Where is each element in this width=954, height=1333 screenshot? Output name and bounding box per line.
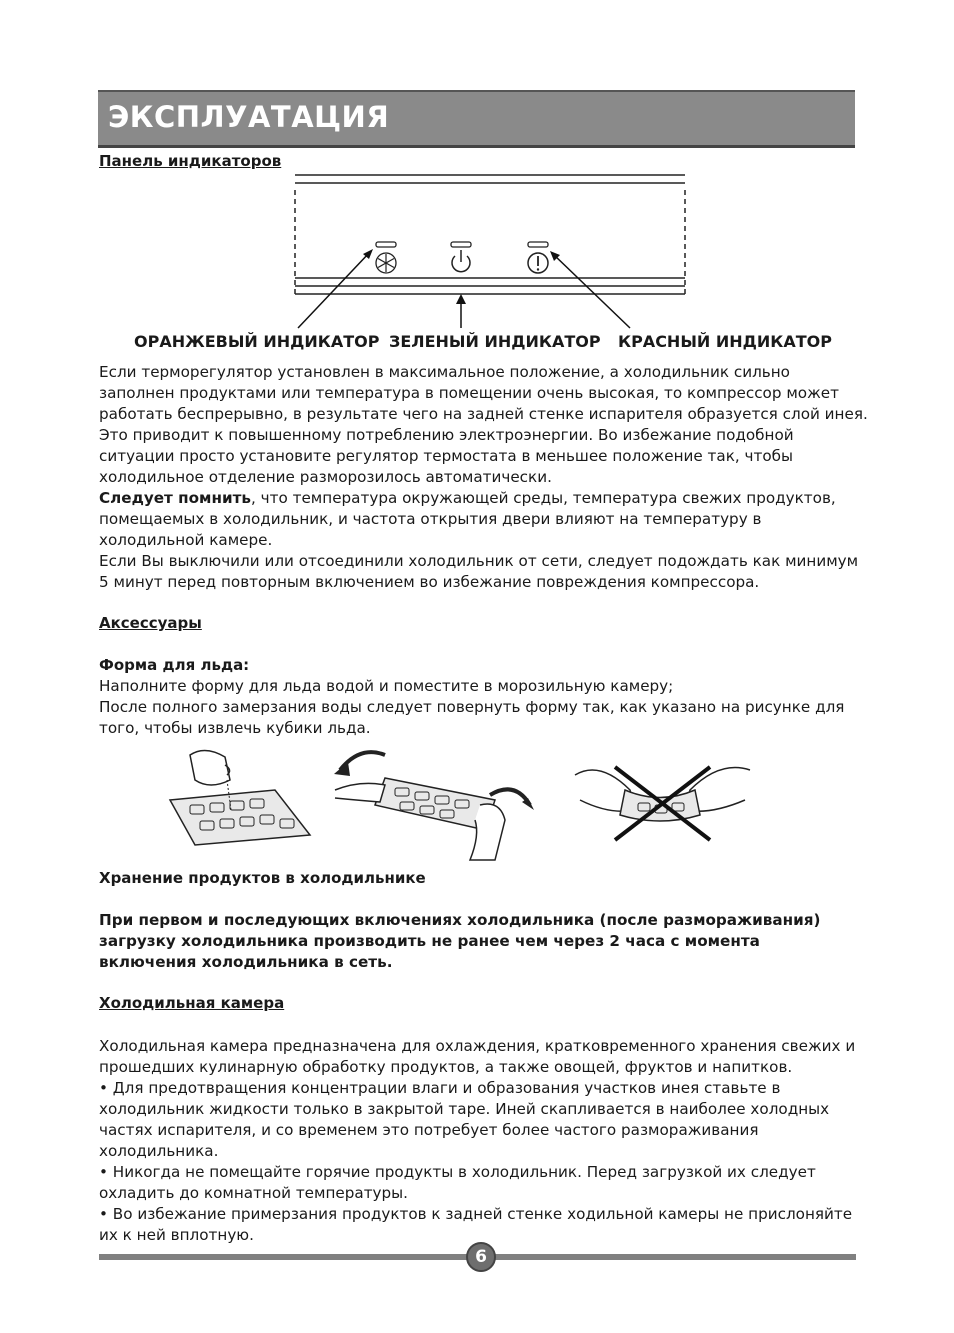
storage-heading: Хранение продуктов в холодильнике (99, 869, 426, 887)
warning-icon (528, 253, 548, 273)
ice-tray-text (99, 676, 869, 739)
paragraph: Если терморегулятор установлен в максимальное положение, а холодильник сильно заполнен продуктами или температура в помещении очень высокая, то компрессор может работать беспрерывно, в результате чего на задней стенке испарителя образуется слой инея. Это приводит к повышенному потреблению электроэнергии. Во избежание подобной ситуации просто установите регулятор термостата в меньшее положение так, чтобы холодильное отделение разморозилось автоматически. (99, 363, 868, 486)
paragraph: Холодильная камера предназначена для охлаждения, кратковременного хранения свежих и прошедших кулинарную обработку продуктов, а также овощей, фруктов и напитков. (99, 1037, 856, 1076)
paragraph-rest: , что температура окружающей среды, температура свежих продуктов, помещаемых в холодильник, и частота открытия двери влияют на температуру в холодильной камере. (99, 489, 836, 549)
emphasis: Следует помнить (99, 489, 252, 507)
accessories-heading: Аксессуары (99, 614, 202, 632)
bullet-item: • Для предотвращения концентрации влаги и образования участков инея ставьте в холодильник жидкости только в закрытой таре. Иней скапливается в наиболее холодных частях испарителя, и со временем это потребует более частого размораживания холодильника. (99, 1079, 830, 1160)
page-number: 6 (466, 1242, 496, 1272)
power-icon (452, 250, 470, 272)
paragraph: Наполните форму для льда водой и поместите в морозильную камеру; (99, 677, 674, 695)
ice-tray-heading: Форма для льда: (99, 656, 250, 674)
body-text (99, 362, 869, 593)
paragraph (99, 488, 869, 551)
panel-heading: Панель индикаторов (99, 152, 282, 170)
paragraph: После полного замерзания воды следует повернуть форму так, как указано на рисунке для того, чтобы извлечь кубики льда. (99, 698, 845, 737)
ice-tray-wrong-method-illustration (570, 755, 755, 850)
indicator-panel-diagram (290, 170, 690, 330)
red-indicator-label: КРАСНЫЙ ИНДИКАТОР (618, 332, 832, 351)
ice-tray-twist-illustration (330, 740, 540, 865)
snowflake-icon (376, 253, 396, 273)
fridge-text (99, 1036, 869, 1246)
bullet-item: • Никогда не помещайте горячие продукты в холодильник. Перед загрузкой их следует охладить до комнатной температуры. (99, 1163, 816, 1202)
page-title: ЭКСПЛУАТАЦИЯ (108, 100, 390, 134)
bullet-item: • Во избежание примерзания продуктов к задней стенке ходильной камеры не прислоняйте их к ней вплотную. (99, 1205, 853, 1244)
green-indicator-label: ЗЕЛЕНЫЙ ИНДИКАТОР (389, 332, 601, 351)
fridge-heading: Холодильная камера (99, 994, 285, 1012)
ice-tray-fill-illustration (165, 745, 315, 855)
paragraph: Если Вы выключили или отсоединили холодильник от сети, следует подождать как минимум 5 минут перед повторным включением во избежание повреждения компрессора. (99, 552, 859, 591)
storage-warning: При первом и последующих включениях холодильника (после размораживания) загрузку холодильника производить не ранее чем через 2 часа с момента включения холодильника в сеть. (99, 911, 821, 971)
header-bar (98, 90, 855, 148)
orange-indicator-label: ОРАНЖЕВЫЙ ИНДИКАТОР (134, 332, 380, 351)
